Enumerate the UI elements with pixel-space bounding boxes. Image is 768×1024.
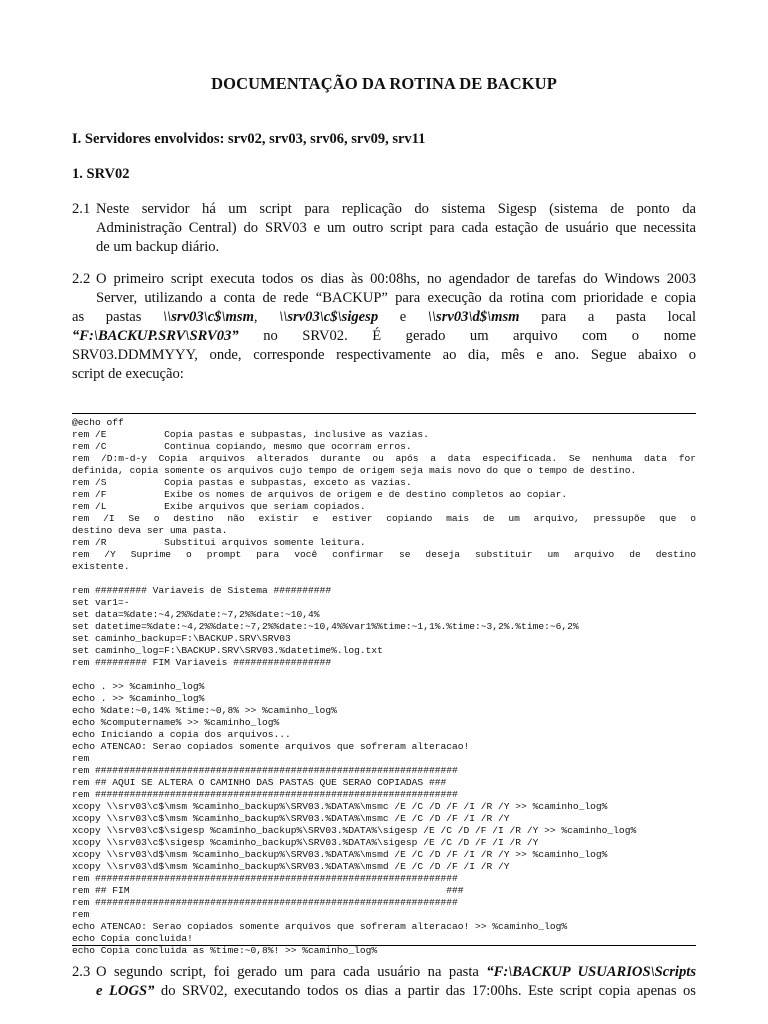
- code-line: echo . >> %caminho_log%: [72, 681, 205, 692]
- code-line: echo ATENCAO: Serao copiados somente arquivos que sofreram alteracao! >> %caminho_log%: [72, 921, 568, 932]
- paragraph-line: [72, 308, 696, 327]
- path-msm-d: \\srv03\d$\msm: [427, 309, 520, 325]
- code-line: rem /Y Suprime o prompt para você confirmar se deseja substituir um arquivo de destino: [72, 549, 696, 560]
- code-bottom-rule: [72, 945, 696, 946]
- code-line: rem /C Continua copiando, mesmo que ocorram erros.: [72, 441, 412, 452]
- text-run: O segundo script, foi gerado um para cada usuário na pasta: [96, 964, 487, 980]
- srv02-heading: 1. SRV02: [72, 166, 130, 182]
- code-line: rem /L Exibe arquivos que seriam copiados.: [72, 501, 366, 512]
- path-backup-srv03: “F:\BACKUP.SRV\SRV03”: [72, 328, 239, 344]
- paragraph-line: SRV03.DDMMYYY, onde, corresponde respectivamente ao dia, mês e ano. Segue abaixo o: [72, 347, 696, 363]
- code-line: rem ###############################################################: [72, 789, 458, 800]
- code-line: rem /E Copia pastas e subpastas, inclusive as vazias.: [72, 429, 429, 440]
- code-line: definida, copia somente os arquivos cujo tempo de origem seja mais novo do que o tempo de destino.: [72, 465, 637, 476]
- code-line: xcopy \\srv03\c$\msm %caminho_backup%\SRV03.%DATA%\msmc /E /C /D /F /I /R /Y >> %caminho_log%: [72, 801, 608, 812]
- code-line: echo . >> %caminho_log%: [72, 693, 205, 704]
- servers-heading: I. Servidores envolvidos: srv02, srv03, srv06, srv09, srv11: [72, 131, 426, 147]
- code-line: rem /I Se o destino não existir e estiver copiando mais de um arquivo, pressupõe que o: [72, 513, 696, 524]
- code-line: rem: [72, 909, 90, 920]
- code-line: echo %computername% >> %caminho_log%: [72, 717, 280, 728]
- path-sigesp: \\srv03\c$\sigesp: [279, 309, 379, 325]
- code-line: set caminho_log=F:\BACKUP.SRV\SRV03.%datetime%.log.txt: [72, 645, 383, 656]
- paragraph-line: de um backup diário.: [96, 239, 220, 255]
- text-run: para a pasta local: [519, 309, 697, 325]
- text-run: ,: [253, 309, 280, 325]
- code-line: xcopy \\srv03\d$\msm %caminho_backup%\SRV03.%DATA%\msmd /E /C /D /F /I /R /Y: [72, 861, 510, 872]
- code-line: echo ATENCAO: Serao copiados somente arquivos que sofreram alteracao!: [72, 741, 470, 752]
- paragraph-2-2: [72, 270, 696, 384]
- code-line: echo Copia concluida as %time:~0,8%! >> %caminho_log%: [72, 945, 378, 956]
- code-line: [72, 669, 696, 681]
- code-line: xcopy \\srv03\c$\msm %caminho_backup%\SRV03.%DATA%\msmc /E /C /D /F /I /R /Y: [72, 813, 510, 824]
- paragraph-line: [96, 982, 696, 1001]
- code-line: rem ######### FIM Variaveis #################: [72, 657, 332, 668]
- code-line: echo Iniciando a copia dos arquivos...: [72, 729, 291, 740]
- paragraph-number: 2.1: [72, 201, 91, 217]
- paragraph-2-1: [72, 200, 696, 257]
- code-line: rem: [72, 753, 90, 764]
- paragraph-2-3: [72, 963, 696, 1001]
- path-backup-usuarios: “F:\BACKUP USUARIOS\Scripts: [486, 964, 696, 980]
- code-line: [72, 573, 696, 585]
- code-line: rem /F Exibe os nomes de arquivos de origem e de destino completos ao copiar.: [72, 489, 568, 500]
- code-line: rem ## AQUI SE ALTERA O CAMINHO DAS PASTAS QUE SERAO COPIADAS ###: [72, 777, 447, 788]
- code-line: rem /S Copia pastas e subpastas, exceto as vazias.: [72, 477, 412, 488]
- code-line: echo Copia concluida!: [72, 933, 193, 944]
- text-run: do SRV02, executando todos os dias a partir das 17:00hs. Este script copia apenas os: [154, 983, 696, 999]
- code-line: echo %date:~0,14% %time:~0,8% >> %caminho_log%: [72, 705, 337, 716]
- code-line: xcopy \\srv03\d$\msm %caminho_backup%\SRV03.%DATA%\msmd /E /C /D /F /I /R /Y >> %caminho_log%: [72, 849, 608, 860]
- code-line: set var1=-: [72, 597, 130, 608]
- code-block: [72, 417, 696, 957]
- paragraph-line: [96, 963, 696, 982]
- paragraph-line: Neste servidor há um script para replicação do sistema Sigesp (sistema de ponto da: [96, 201, 696, 217]
- paragraph-line: [72, 327, 696, 346]
- code-line: set caminho_backup=F:\BACKUP.SRV\SRV03: [72, 633, 291, 644]
- paragraph-line: O primeiro script executa todos os dias às 00:08hs, no agendador de tarefas do Windows 2003: [96, 271, 696, 287]
- path-logs: e LOGS”: [96, 983, 155, 999]
- path-msm-c: \\srv03\c$\msm: [163, 309, 254, 325]
- code-line: rem ## FIM ###: [72, 885, 464, 896]
- code-line: destino deva ser uma pasta.: [72, 525, 228, 536]
- code-line: xcopy \\srv03\c$\sigesp %caminho_backup%\SRV03.%DATA%\sigesp /E /C /D /F /I /R /Y: [72, 837, 539, 848]
- code-line: @echo off: [72, 417, 124, 428]
- paragraph-line: script de execução:: [72, 366, 184, 382]
- paragraph-line: Administração Central) do SRV03 e um outro script para cada estação de usuário que necessita: [96, 220, 696, 236]
- paragraph-line: Server, utilizando a conta de rede “BACKUP” para execução da rotina com prioridade e copia: [96, 290, 696, 306]
- code-line: set data=%date:~4,2%%date:~7,2%%date:~10,4%: [72, 609, 320, 620]
- paragraph-number: 2.3: [72, 964, 91, 980]
- code-line: rem ###############################################################: [72, 873, 458, 884]
- code-top-rule: [72, 413, 696, 414]
- code-line: rem /R Substitui arquivos somente leitura.: [72, 537, 366, 548]
- code-line: rem ###############################################################: [72, 765, 458, 776]
- code-line: xcopy \\srv03\c$\sigesp %caminho_backup%\SRV03.%DATA%\sigesp /E /C /D /F /I /R /Y >> %caminho_log%: [72, 825, 637, 836]
- code-line: existente.: [72, 561, 130, 572]
- code-line: rem ###############################################################: [72, 897, 458, 908]
- paragraph-number: 2.2: [72, 271, 91, 287]
- text-run: e: [378, 309, 428, 325]
- code-line: set datetime=%date:~4,2%%date:~7,2%%date:~10,4%%var1%%time:~1,1%.%time:~3,2%.%time:~6,2%: [72, 621, 579, 632]
- document-title: DOCUMENTAÇÃO DA ROTINA DE BACKUP: [211, 74, 557, 93]
- text-run: as pastas: [72, 309, 164, 325]
- code-line: rem /D:m-d-y Copia arquivos alterados durante ou após a data especificada. Se nenhuma data for: [72, 453, 696, 464]
- code-line: rem ######### Variaveis de Sistema ##########: [72, 585, 332, 596]
- text-run: no SRV02. É gerado um arquivo com o nome: [238, 328, 696, 344]
